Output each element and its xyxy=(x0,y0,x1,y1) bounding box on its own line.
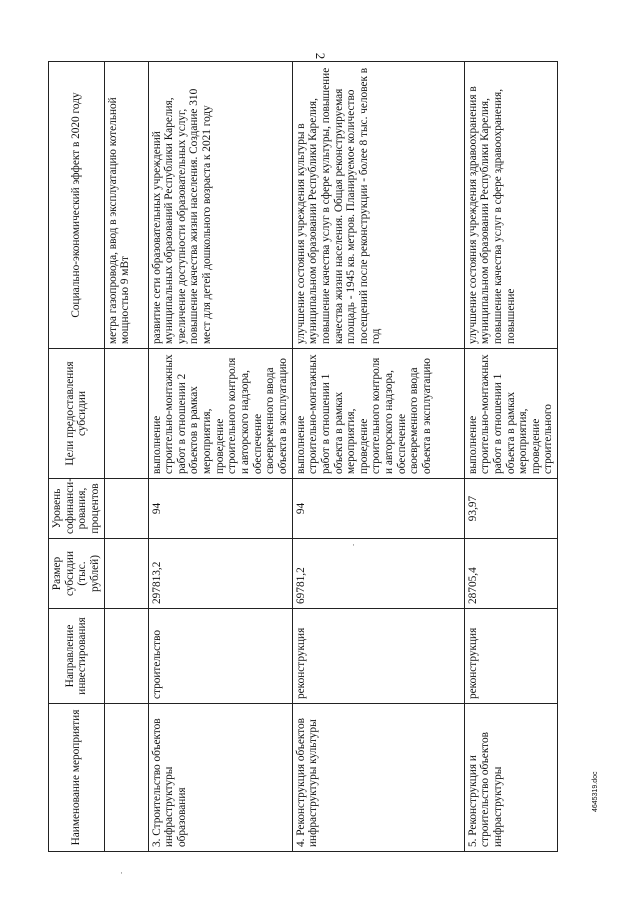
cell-direction: реконструкция xyxy=(292,609,464,704)
cell-effect: метра газопровода, ввод в эксплуатацию котельной мощностью 9 мВт xyxy=(104,62,148,349)
cell-name: 3. Строительство объектов инфраструктуры образования xyxy=(148,704,292,852)
cell-level: 94 xyxy=(292,479,464,539)
header-name: Наименование мероприятия xyxy=(49,704,105,852)
cell-empty xyxy=(104,704,148,852)
cell-effect: развитие сети образовательных учреждений муниципальных образований Республики Карелия, увеличение доступности образовательных услуг, повышение качества жизни населения. Создание 310 мест для детей дошкольного возраста к 2021 году xyxy=(148,62,292,349)
cell-effect: улучшение состояния учреждения культуры в муниципальном образовании Республики Карелия, повышение качества услуг в сфере культуры, повышение качества жизни населения. Общая реконструируемая площадь - 1945 кв. метров. Планируемое количество посещений после реконструкции - более 8 тыс. человек в год xyxy=(292,62,464,349)
cell-empty xyxy=(104,539,148,609)
header-goals: Цели предоставления субсидии xyxy=(49,349,105,479)
cell-level: 94 xyxy=(148,479,292,539)
header-effect: Социально-экономический эффект в 2020 году xyxy=(49,62,105,349)
page-number: 2 xyxy=(313,52,328,60)
cell-empty xyxy=(104,609,148,704)
table-row xyxy=(464,62,557,852)
cell-goals: выполнение строительно-монтажных работ в отношении 1 объекта в рамках мероприятия, проведение строительного xyxy=(464,349,557,479)
cell-empty xyxy=(104,349,148,479)
cell-amount: 69781,2 xyxy=(292,539,464,609)
cell-name: 5. Реконструкция и строительство объектов инфраструктуры xyxy=(464,704,557,852)
scan-dot: · xyxy=(120,868,123,878)
cell-level: 93,97 xyxy=(464,479,557,539)
header-level: Уровень софинанси-рования, процентов xyxy=(49,479,105,539)
subsidy-table xyxy=(48,61,558,852)
scan-dot: · xyxy=(352,540,355,550)
header-amount: Размер субсидии (тыс. рублей) xyxy=(49,539,105,609)
cell-effect: улучшение состояния учреждения здравоохранения в муниципальном образовании Республики Карелия, повышение качества услуг в сфере здравоохранения, повышение xyxy=(464,62,557,349)
cell-goals: выполнение строительно-монтажных работ в отношении 2 объектов в рамках мероприятия, проведение строительного контроля и авторского надзора, обеспечение своевременного ввода объекта в эксплуатацию xyxy=(148,349,292,479)
table-row xyxy=(292,62,464,852)
document-filename: 4645319.doc xyxy=(592,771,599,812)
cell-goals: выполнение строительно-монтажных работ в отношении 1 объекта в рамках мероприятия, проведение строительного контроля и авторского надзора, обеспечение своевременного ввода объекта в эксплуатацию xyxy=(292,349,464,479)
cell-amount: 297813,2 xyxy=(148,539,292,609)
rotated-table-container xyxy=(48,62,555,852)
cell-amount: 28705,4 xyxy=(464,539,557,609)
table-row-continuation xyxy=(104,62,148,852)
cell-direction: строительство xyxy=(148,609,292,704)
cell-direction: реконструкция xyxy=(464,609,557,704)
table-header-row xyxy=(49,62,105,852)
cell-empty xyxy=(104,479,148,539)
header-direction: Направление инвестирования xyxy=(49,609,105,704)
table-row xyxy=(148,62,292,852)
cell-name: 4. Реконструкция объектов инфраструктуры культуры xyxy=(292,704,464,852)
